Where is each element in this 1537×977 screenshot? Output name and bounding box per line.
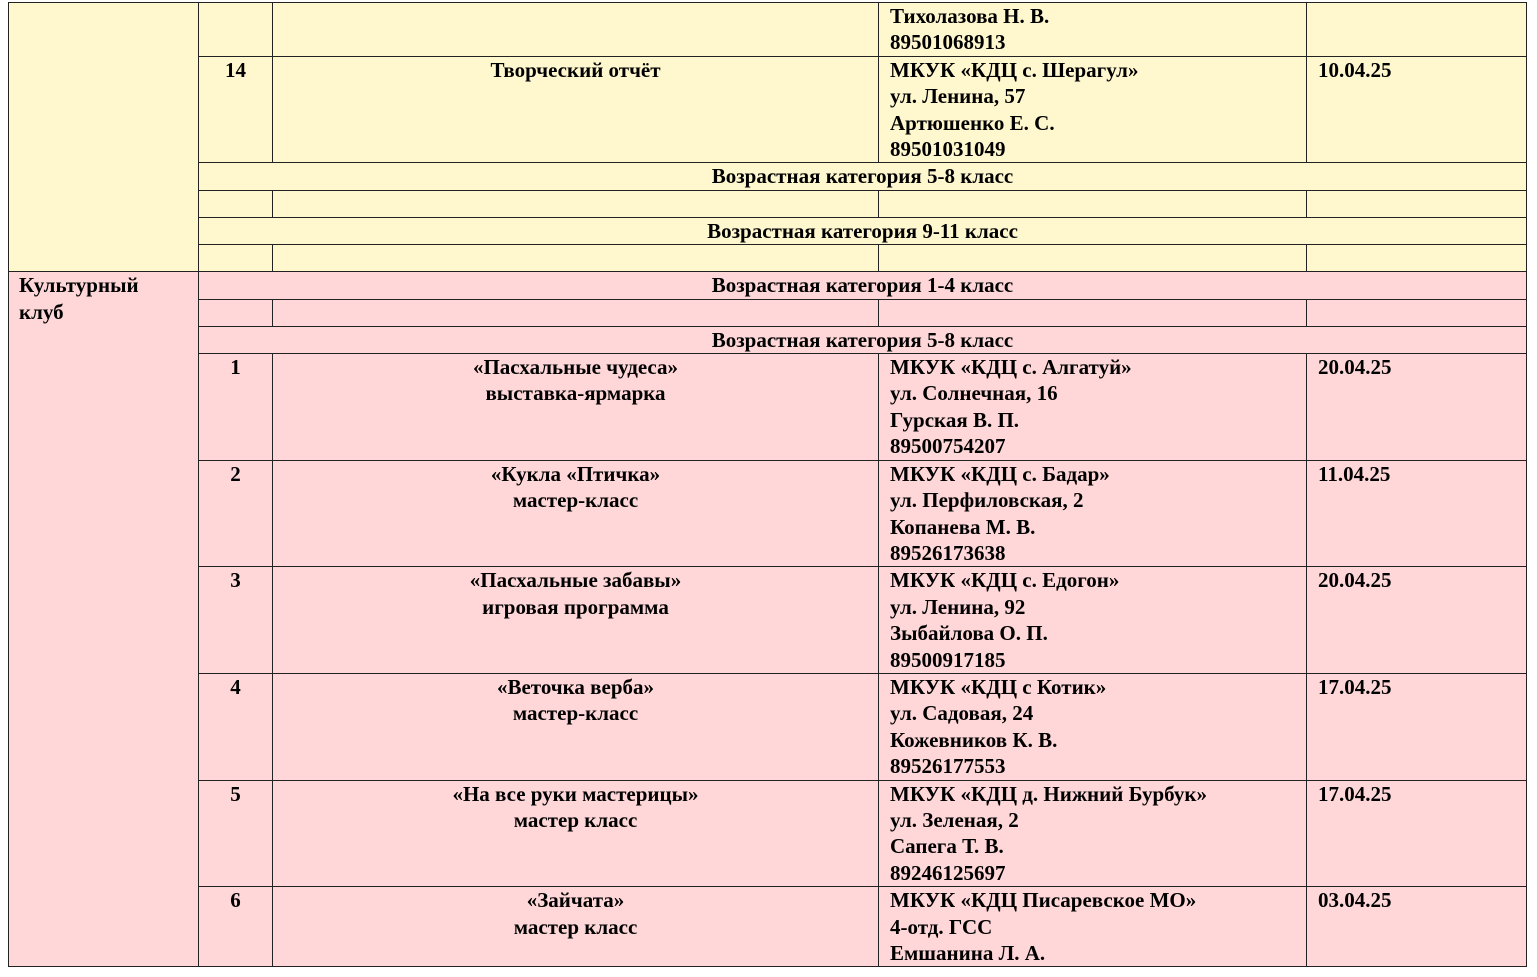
age-category-header: Возрастная категория 5-8 класс [199,326,1527,353]
venue-address: ул. Ленина, 92 [890,594,1026,619]
event-name: «Пасхальные забавы» [469,568,682,593]
age-category-header: Возрастная категория 1-4 класс [199,272,1527,299]
row-number: 1 [199,354,273,461]
section-label-cell [9,3,199,272]
contact-person: Копанева М. В. [890,514,1036,539]
table-row [9,887,1527,967]
age-category-header: Возрастная категория 9-11 класс [199,217,1527,244]
event-title [273,354,879,461]
empty-cell [273,190,879,217]
venue-info [879,3,1307,57]
empty-row [9,190,1527,217]
phone-number: 89246125697 [890,860,1006,885]
section-label: Культурный [19,273,139,298]
event-title [273,673,879,780]
contact-person: Емшанина Л. А. [890,941,1046,965]
venue-name: МКУК «КДЦ д. Нижний Бурбук» [890,781,1207,806]
venue-address: ул. Зеленая, 2 [890,807,1019,832]
event-title [273,460,879,567]
event-date: 17.04.25 [1307,673,1527,780]
empty-cell [273,299,879,326]
venue-address: ул. Солнечная, 16 [890,381,1058,406]
category-header-row [9,326,1527,353]
event-date [1307,3,1527,57]
row-number: 6 [199,887,273,967]
contact-person: Тихолазова Н. В. [890,4,1050,28]
event-title [273,887,879,967]
phone-number: 89501068913 [890,30,1006,55]
event-format: мастер-класс [512,701,639,726]
table-row [9,354,1527,461]
contact-person: Сапега Т. В. [890,834,1004,859]
empty-cell [1307,190,1527,217]
empty-cell [199,245,273,272]
event-format: мастер-класс [512,488,639,513]
venue-info [879,56,1307,163]
contact-person: Гурская В. П. [890,407,1020,432]
table-row [9,567,1527,674]
empty-cell [1307,299,1527,326]
table-row [9,780,1527,887]
event-date: 17.04.25 [1307,780,1527,887]
row-number: 14 [199,56,273,163]
event-name: «На все руки мастерицы» [452,781,699,806]
row-number: 4 [199,673,273,780]
table-row [9,673,1527,780]
event-date: 11.04.25 [1307,460,1527,567]
events-table [8,2,1527,967]
contact-person: Зыбайлова О. П. [890,621,1048,646]
category-header-row [9,272,1527,299]
venue-name: МКУК «КДЦ с. Алгатуй» [890,355,1132,380]
age-category-header: Возрастная категория 5-8 класс [199,163,1527,190]
table-row [9,3,1527,57]
venue-address: ул. Ленина, 57 [890,84,1026,109]
venue-name: МКУК «КДЦ с Котик» [890,674,1107,699]
section-label-cell [9,272,199,967]
event-title [273,567,879,674]
phone-number: 89500754207 [890,434,1006,459]
row-number: 3 [199,567,273,674]
category-header-row [9,163,1527,190]
events-document [8,2,1527,967]
event-date: 03.04.25 [1307,887,1527,967]
venue-info [879,887,1307,967]
venue-info [879,567,1307,674]
event-title [273,780,879,887]
event-date: 10.04.25 [1307,56,1527,163]
contact-person: Кожевников К. В. [890,727,1058,752]
empty-cell [879,299,1307,326]
event-date: 20.04.25 [1307,567,1527,674]
venue-name: МКУК «КДЦ с. Едогон» [890,568,1120,593]
event-name: «Кукла «Птичка» [490,461,661,486]
venue-address: ул. Садовая, 24 [890,701,1034,726]
venue-info [879,673,1307,780]
row-number [199,3,273,57]
event-format: мастер класс [513,914,638,939]
table-row [9,460,1527,567]
empty-row [9,245,1527,272]
event-name: «Веточка верба» [496,674,655,699]
event-title [273,3,879,57]
venue-address: 4-отд. ГСС [890,914,993,939]
section-label: клуб [19,299,64,324]
event-format: игровая программа [482,594,669,619]
empty-cell [273,245,879,272]
venue-info [879,780,1307,887]
phone-number: 89526177553 [890,754,1006,779]
venue-name: МКУК «КДЦ с. Бадар» [890,461,1110,486]
event-date: 20.04.25 [1307,354,1527,461]
table-row [9,56,1527,163]
event-name: «Зайчата» [526,888,625,913]
phone-number: 89500917185 [890,647,1006,672]
event-format: выставка-ярмарка [485,381,666,406]
venue-info [879,460,1307,567]
venue-address: ул. Перфиловская, 2 [890,488,1084,513]
empty-row [9,299,1527,326]
venue-info [879,354,1307,461]
event-name: «Пасхальные чудеса» [472,355,679,380]
row-number: 2 [199,460,273,567]
empty-cell [1307,245,1527,272]
venue-name: МКУК «КДЦ Писаревское МО» [890,888,1197,913]
event-format: мастер класс [513,807,638,832]
category-header-row [9,217,1527,244]
phone-number: 89526173638 [890,540,1006,565]
event-title: Творческий отчёт [273,56,879,163]
venue-name: МКУК «КДЦ с. Шерагул» [890,57,1139,82]
phone-number: 89501031049 [890,137,1006,162]
empty-cell [879,190,1307,217]
empty-cell [879,245,1307,272]
row-number: 5 [199,780,273,887]
contact-person: Артюшенко Е. С. [890,110,1055,135]
empty-cell [199,299,273,326]
empty-cell [199,190,273,217]
